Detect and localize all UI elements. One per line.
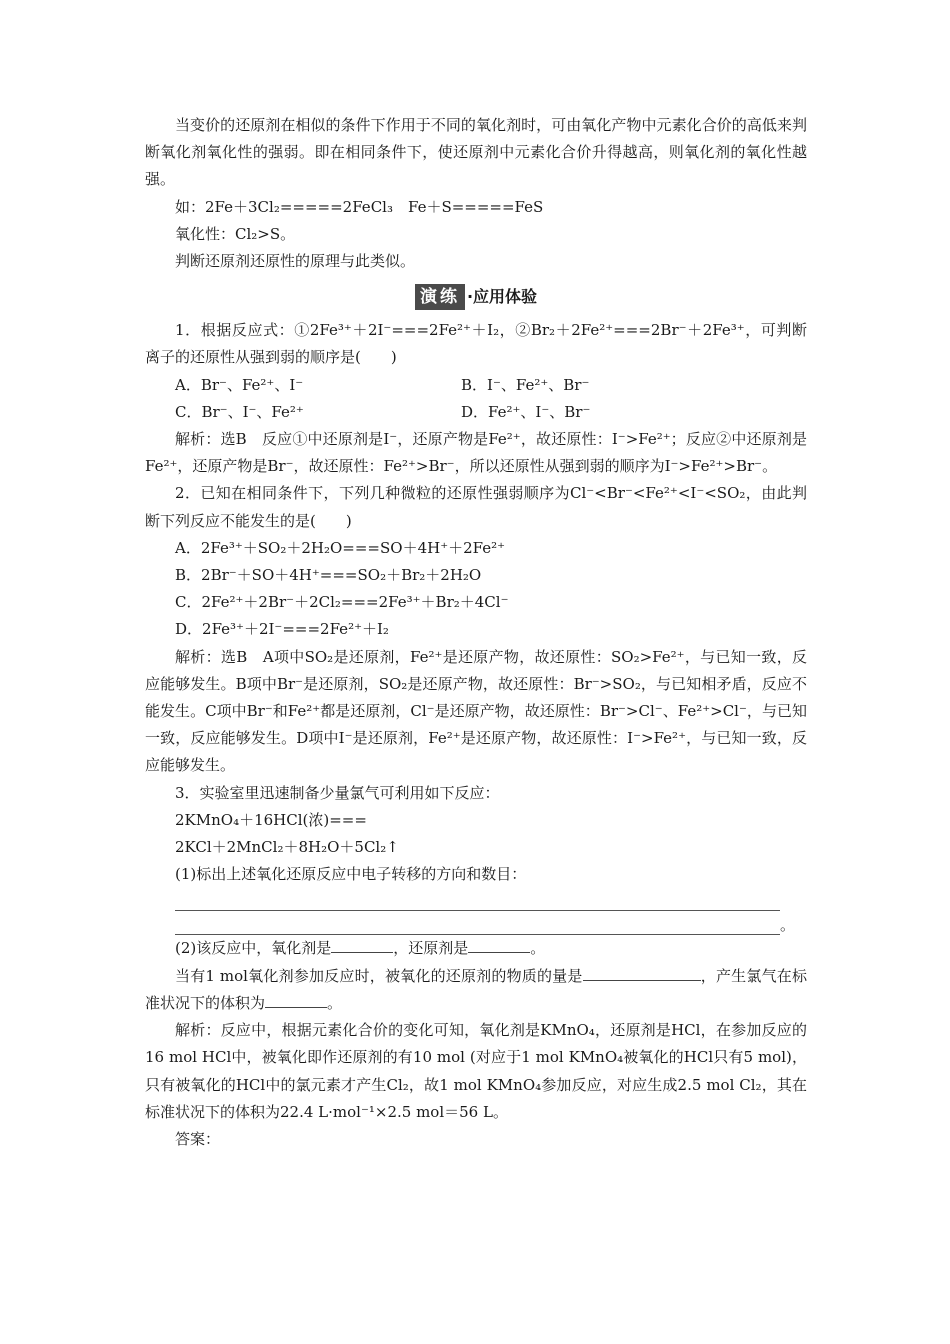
section-heading [145,281,807,311]
q3-answer-label: 答案： [175,1129,221,1148]
section-badge: 演练 [415,284,465,310]
q2-option-a: A．2Fe³⁺＋SO₂＋2H₂O===SO＋4H⁺＋2Fe²⁺ [175,538,506,557]
q3-part2 [145,935,807,962]
q1-option-c: C．Br⁻、I⁻、Fe²⁺ [175,402,304,421]
intro-oxidizing: 氧化性：Cl₂>S。 [175,224,296,243]
q1-option-a: A．Br⁻、Fe²⁺、I⁻ [175,375,304,394]
section-title: ·应用体验 [466,287,538,307]
q1-analysis: 解析：选B 反应①中还原剂是I⁻，还原产物是Fe²⁺，故还原性：I⁻>Fe²⁺；反应②中还原剂是Fe²⁺，还原产物是Br⁻，故还原性：Fe²⁺>Br⁻，所以还原性从强到弱的顺序为I⁻>Fe²⁺>Br⁻。 [145,430,807,476]
line-period: 。 [780,916,796,935]
q1-stem: 1．根据反应式：①2Fe³⁺＋2I⁻===2Fe²⁺＋I₂，②Br₂＋2Fe²⁺===2Br⁻＋2Fe³⁺，可判断离子的还原性从强到弱的顺序是( ) [145,321,807,367]
oxidant-blank[interactable] [331,936,393,953]
q2-option-d: D．2Fe³⁺＋2I⁻===2Fe²⁺＋I₂ [175,620,389,639]
q3-equation-line1: 2KMnO₄＋16HCl(浓)=== [175,810,367,829]
volume-blank[interactable] [265,991,327,1008]
q2-option-b: B．2Br⁻＋SO＋4H⁺===SO₂＋Br₂＋2H₂O [175,566,482,585]
answer-line[interactable] [175,888,780,911]
q3-analysis: 解析：反应中，根据元素化合价的变化可知，氧化剂是KMnO₄，还原剂是HCl，在参加反应的16 mol HCl中，被氧化即作还原剂的有10 mol (对应于1 mol KMnO₄被氧化的HCl只有5 mol)，只有被氧化的HCl中的氯元素才产生Cl₂，故1 mol KMnO₄参加反应，对应生成2.5 mol Cl₂，其在标准状况下的体积为22.4 L·mol⁻¹×2.5 mol＝56 L。 [145,1021,807,1121]
answer-line[interactable] [175,914,780,935]
q3-part3-text-c: 。 [327,993,343,1012]
q3-part2-text-a: (2)该反应中，氧化剂是 [175,939,332,958]
amount-blank[interactable] [583,964,701,981]
q3-part3-text-b: ，产生氯气在标准状况下的体积为 [145,966,807,1012]
q1-option-d: D．Fe²⁺、I⁻、Br⁻ [461,402,591,421]
q2-stem: 2．已知在相同条件下，下列几种微粒的还原性强弱顺序为Cl⁻<Br⁻<Fe²⁺<I⁻<SO₂，由此判断下列反应不能发生的是( ) [145,484,807,530]
answer-line-last [175,911,807,935]
q3-part2-text-c: 。 [530,939,546,958]
intro-example: 如：2Fe＋3Cl₂=====2FeCl₃ Fe＋S=====FeS [175,197,544,216]
q3-part1: (1)标出上述氧化还原反应中电子转移的方向和数目： [175,865,527,884]
q3-part3 [145,963,807,1017]
document-page [145,112,807,1153]
q3-part3-text-a: 当有1 mol氧化剂参加反应时，被氧化的还原剂的物质的量是 [175,966,583,985]
reductant-blank[interactable] [468,936,530,953]
q3-part2-text-b: ，还原剂是 [393,939,469,958]
intro-paragraph: 当变价的还原剂在相似的条件下作用于不同的氧化剂时，可由氧化产物中元素化合价的高低来判断氧化剂氧化性的强弱。即在相同条件下，使还原剂中元素化合价升得越高，则氧化剂的氧化性越强。 [145,116,807,189]
q1-options-row2 [145,399,807,426]
q2-analysis: 解析：选B A项中SO₂是还原剂，Fe²⁺是还原产物，故还原性：SO₂>Fe²⁺，与已知一致，反应能够发生。B项中Br⁻是还原剂，SO₂是还原产物，故还原性：Br⁻>SO₂，与已知相矛盾，反应不能发生。C项中Br⁻和Fe²⁺都是还原剂，Cl⁻是还原产物，故还原性：Br⁻>Cl⁻、Fe²⁺>Cl⁻，与已知一致，反应能够发生。D项中I⁻是还原剂，Fe²⁺是还原产物，故还原性：I⁻>Fe²⁺，与已知一致，反应能够发生。 [145,647,807,775]
q1-option-b: B．I⁻、Fe²⁺、Br⁻ [461,375,590,394]
q2-option-c: C．2Fe²⁺＋2Br⁻＋2Cl₂===2Fe³⁺＋Br₂＋4Cl⁻ [175,593,509,612]
q3-equation-line2: 2KCl＋2MnCl₂＋8H₂O＋5Cl₂↑ [175,838,399,857]
intro-note: 判断还原剂还原性的原理与此类似。 [175,252,416,271]
q1-options-row1 [145,372,807,399]
q3-stem: 3．实验室里迅速制备少量氯气可利用如下反应： [175,783,500,802]
